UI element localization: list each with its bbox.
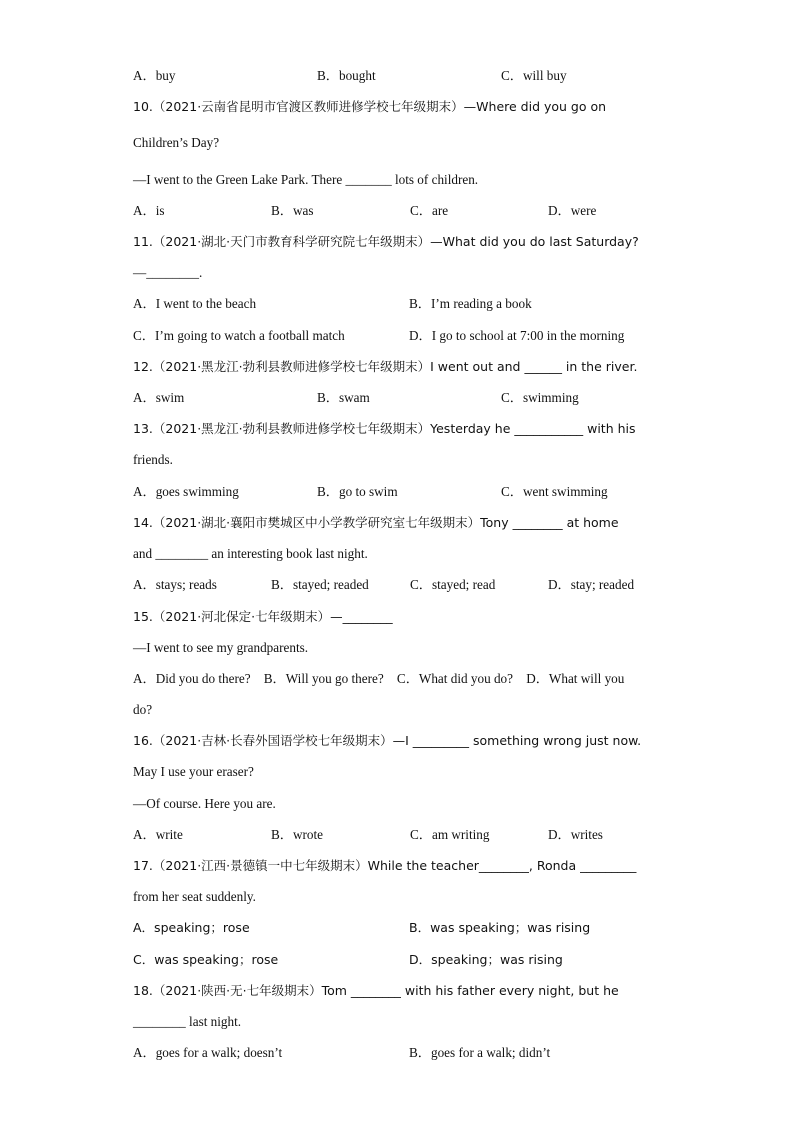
q10-options	[133, 202, 658, 220]
q14-stem-line-2: and ________ an interesting book last night.	[133, 546, 368, 561]
q13-stem-line-2: friends.	[133, 452, 173, 467]
q16-option-a[interactable]: A．write	[133, 827, 183, 842]
q16-option-c[interactable]: C．am writing	[410, 827, 490, 842]
q12-option-c[interactable]: C．swimming	[501, 390, 579, 405]
q15-stem-line-2: —I went to see my grandparents.	[133, 640, 309, 655]
q9-options	[133, 67, 658, 85]
q17-option-a[interactable]: A．speaking；rose	[133, 920, 250, 935]
q17-stem-line-1: 17.（2021·江西·景德镇一中七年级期末）While the teacher________, Ronda _________	[133, 858, 637, 873]
q17-option-c[interactable]: C．was speaking；rose	[133, 952, 279, 967]
q18-options	[133, 1044, 658, 1062]
q16-option-b[interactable]: B．wrote	[271, 827, 324, 842]
q18-option-a[interactable]: A．goes for a walk; doesn’t	[133, 1045, 283, 1060]
q14-option-d[interactable]: D．stay; readed	[548, 577, 635, 592]
q9-option-b[interactable]: B．bought	[317, 68, 376, 83]
q15-stem-line-1: 15.（2021·河北保定·七年级期末）—________	[133, 609, 393, 624]
q11-option-b[interactable]: B．I’m reading a book	[409, 296, 532, 311]
q14-option-c[interactable]: C．stayed; read	[410, 577, 496, 592]
q16-stem-line-3: —Of course. Here you are.	[133, 796, 276, 811]
q17-options-row-1	[133, 919, 658, 937]
q10-option-d[interactable]: D．were	[548, 203, 597, 218]
q11-options-row-1	[133, 295, 658, 313]
q16-options	[133, 826, 658, 844]
q14-option-b[interactable]: B．stayed; readed	[271, 577, 369, 592]
q13-options	[133, 483, 658, 501]
q13-option-c[interactable]: C．went swimming	[501, 484, 608, 499]
q11-option-c[interactable]: C．I’m going to watch a football match	[133, 328, 345, 343]
q11-option-a[interactable]: A．I went to the beach	[133, 296, 257, 311]
q14-option-a[interactable]: A．stays; reads	[133, 577, 217, 592]
q12-stem-line-1: 12.（2021·黑龙江·勃利县教师进修学校七年级期末）I went out and ______ in the river.	[133, 359, 638, 374]
q16-stem-line-2: May I use your eraser?	[133, 764, 254, 779]
q9-option-a[interactable]: A．buy	[133, 68, 176, 83]
q12-option-b[interactable]: B．swam	[317, 390, 370, 405]
q18-option-b[interactable]: B．goes for a walk; didn’t	[409, 1045, 551, 1060]
q10-stem-line-1: 10.（2021·云南省昆明市官渡区教师进修学校七年级期末）—Where did you go on	[133, 99, 607, 114]
q16-stem-line-1: 16.（2021·吉林·长春外国语学校七年级期末）—I _________ something wrong just now.	[133, 733, 642, 748]
q11-option-d[interactable]: D．I go to school at 7:00 in the morning	[409, 328, 625, 343]
q14-stem-line-1: 14.（2021·湖北·襄阳市樊城区中小学教学研究室七年级期末）Tony ________ at home	[133, 515, 619, 530]
q15-options-line[interactable]: A．Did you do there? B．Will you go there? C．What did you do? D．What will you	[133, 671, 625, 686]
q12-option-a[interactable]: A．swim	[133, 390, 185, 405]
q10-option-a[interactable]: A．is	[133, 203, 165, 218]
q10-stem-line-2: Children’s Day?	[133, 135, 220, 150]
q11-stem-line-1: 11.（2021·湖北·天门市教育科学研究院七年级期末）—What did you do last Saturday?	[133, 234, 639, 249]
q13-option-b[interactable]: B．go to swim	[317, 484, 398, 499]
q17-options-row-2	[133, 951, 658, 969]
q13-option-a[interactable]: A．goes swimming	[133, 484, 239, 499]
q17-option-b[interactable]: B．was speaking；was rising	[409, 920, 591, 935]
q15-options-continued: do?	[133, 702, 153, 717]
q13-stem-line-1: 13.（2021·黑龙江·勃利县教师进修学校七年级期末）Yesterday he ___________ with his	[133, 421, 636, 436]
q16-option-d[interactable]: D．writes	[548, 827, 603, 842]
q11-stem-line-2: —________.	[133, 265, 203, 280]
q14-options	[133, 576, 658, 594]
q10-option-b[interactable]: B．was	[271, 203, 314, 218]
q17-stem-line-2: from her seat suddenly.	[133, 889, 256, 904]
q17-option-d[interactable]: D．speaking；was rising	[409, 952, 563, 967]
q10-option-c[interactable]: C．are	[410, 203, 449, 218]
q9-option-c[interactable]: C．will buy	[501, 68, 567, 83]
q18-stem-line-1: 18.（2021·陕西·无·七年级期末）Tom ________ with his father every night, but he	[133, 983, 619, 998]
q18-stem-line-2: ________ last night.	[133, 1014, 242, 1029]
q10-stem-line-3: —I went to the Green Lake Park. There _______ lots of children.	[133, 172, 479, 187]
q12-options	[133, 389, 658, 407]
q11-options-row-2	[133, 327, 658, 345]
